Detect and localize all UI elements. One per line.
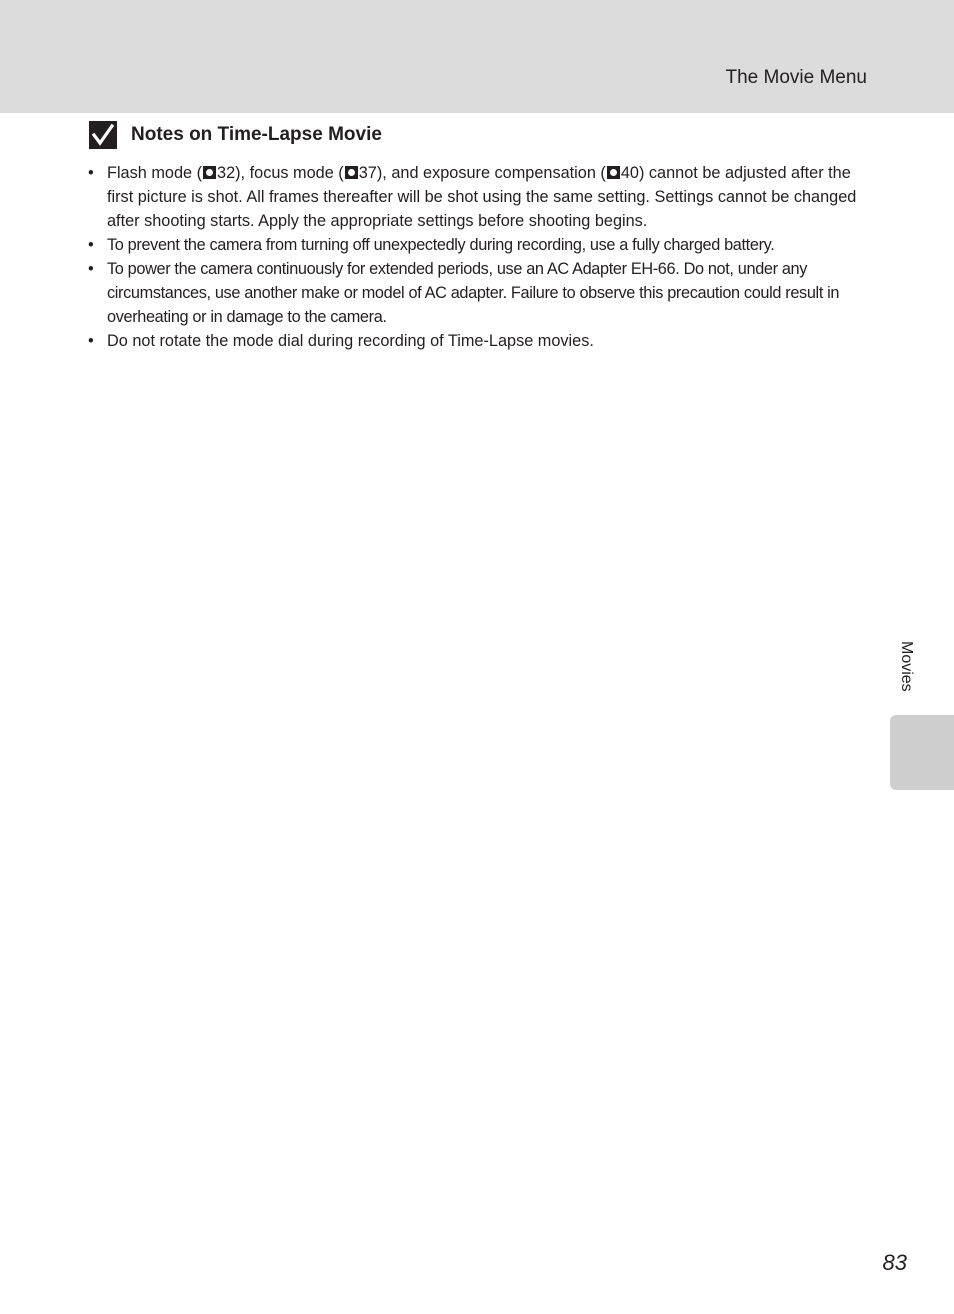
list-item — [88, 161, 878, 233]
page-reference-icon — [607, 166, 620, 179]
item-text: Do not rotate the mode dial during recording of Time-Lapse movies. — [107, 332, 594, 350]
page-reference-icon — [345, 166, 358, 179]
item-text: To power the camera continuously for extended periods, use an AC Adapter EH-66. Do not, under any circumstances, use another make or model of AC adapter. Failure to observe this precaution could result in overheating or in damage to the camera. — [107, 260, 840, 326]
item-text: ), and exposure compensation ( — [376, 164, 606, 182]
list-item — [88, 257, 878, 329]
bullet: • — [88, 260, 94, 278]
notes-heading — [89, 121, 382, 149]
notes-title: Notes on Time-Lapse Movie — [131, 124, 382, 145]
item-text: Flash mode ( — [107, 164, 203, 182]
list-item — [88, 329, 878, 353]
section-title: The Movie Menu — [725, 67, 867, 88]
list-item — [88, 233, 878, 257]
side-tab — [890, 715, 954, 790]
item-text: To prevent the camera from turning off unexpectedly during recording, use a fully charged battery. — [107, 236, 775, 254]
item-text: ) cannot be adjusted after the first picture is shot. All frames thereafter will be shot using the same setting. Settings cannot be changed after shooting starts. Apply the appropriate settings before shooting begins. — [107, 164, 857, 230]
page-number: 83 — [882, 1250, 907, 1275]
notes-list — [88, 161, 878, 353]
header-band — [0, 0, 954, 113]
page-reference: 37 — [358, 164, 377, 182]
page-reference-icon — [203, 166, 216, 179]
checkmark-icon-glyph — [92, 124, 114, 146]
checkmark-icon — [89, 121, 117, 149]
page-reference: 32 — [217, 164, 236, 182]
bullet: • — [88, 236, 94, 254]
item-text: ), focus mode ( — [235, 164, 344, 182]
bullet: • — [88, 164, 94, 182]
side-tab-label: Movies — [898, 641, 915, 692]
bullet: • — [88, 332, 94, 350]
page-reference: 40 — [620, 164, 639, 182]
